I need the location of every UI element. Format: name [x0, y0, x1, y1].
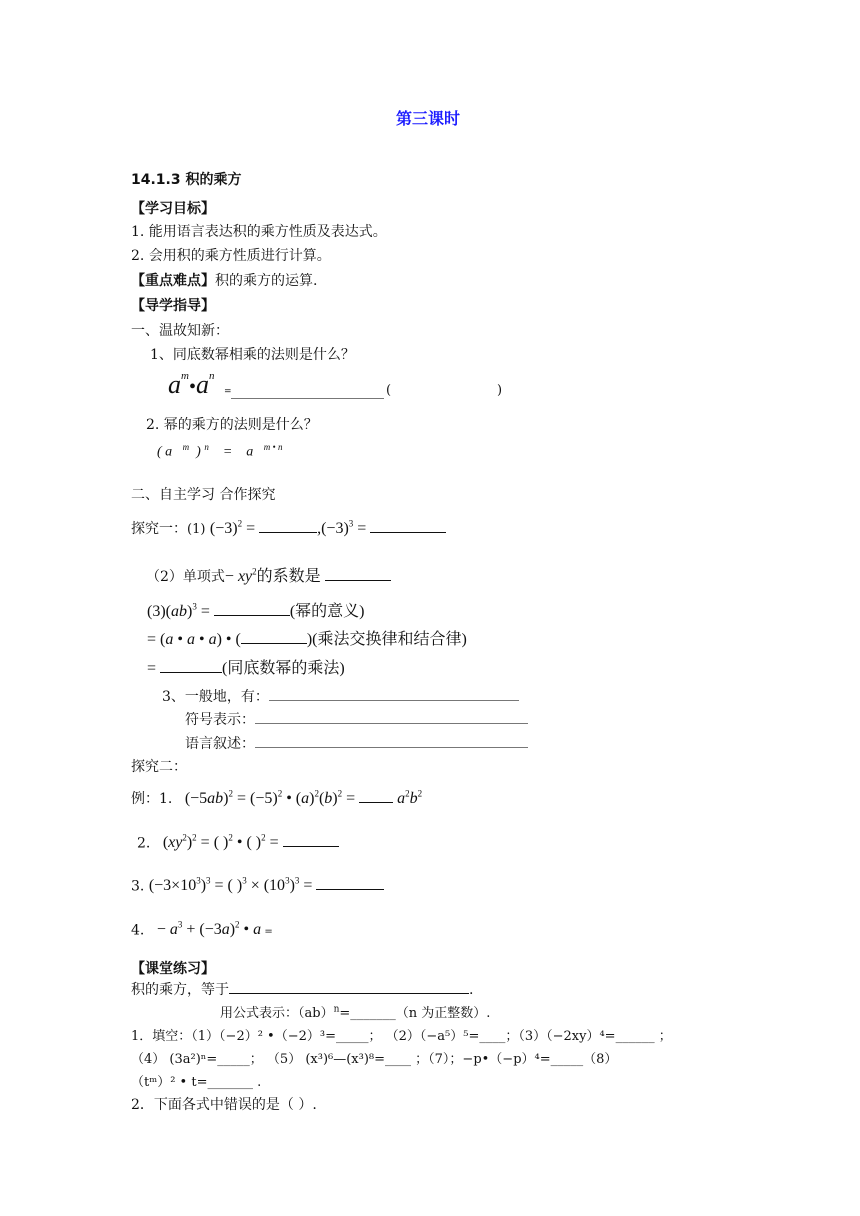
key-points	[131, 270, 317, 290]
derivation-line-3: = (同底数幂的乘法)	[147, 660, 345, 677]
monomial-label: （2）单项式	[146, 569, 225, 585]
example-3-label: 3.	[131, 878, 145, 895]
derivation-start: (3)(	[147, 603, 171, 620]
practice-formula: 用公式表示：（ab）$^n$=_______（n 为正整数）.	[220, 1004, 491, 1021]
fill-line-3: （tᵐ）² • t=_______ .	[131, 1075, 262, 1090]
example-2-label: 2.	[137, 835, 151, 852]
derivation-line-1: (3)(ab)$^3$ = (幂的意义)	[147, 601, 365, 620]
key-text: 积的乘方的运算.	[215, 273, 318, 289]
explore-1: 探究一：(1) $(-3)^2 = ,(-3)^3$ =	[131, 518, 446, 538]
part2-heading: 二、自主学习 合作探究	[131, 487, 276, 503]
general-label: 3、一般地，有：	[162, 689, 269, 705]
formula-equals: =	[224, 387, 232, 397]
explore-1-num: (1)	[187, 522, 206, 537]
practice-line-1-text: 积的乘方，等于	[131, 982, 229, 998]
answer-blank	[231, 398, 384, 399]
practice-line-1	[131, 979, 473, 999]
goal-item: 2. 会用积的乘方性质进行计算。	[131, 248, 331, 264]
example-4-label: 4.	[131, 922, 145, 939]
symbol-label: 符号表示：	[185, 712, 255, 728]
part1-heading: 一、温故知新：	[131, 323, 229, 339]
section-heading: 14.1.3 积的乘方	[131, 172, 242, 188]
explore-1-label: 探究一：	[131, 521, 187, 537]
formula-power-of-power: ( a $^m$ ) $^n$ = a $^{m • n}$	[157, 442, 283, 460]
goal-item: 1. 能用语言表达积的乘方性质及表达式。	[131, 224, 387, 240]
language-rule	[185, 733, 528, 753]
goals-heading: 【学习目标】	[131, 201, 215, 217]
practice-formula-mid: =_______（n 为正整数）.	[339, 1006, 491, 1021]
example-2: 2. $(xy^2)^2$ = ( )$^2$ • ( )$^2$ =	[137, 833, 339, 852]
guide-heading: 【导学指导】	[131, 298, 215, 314]
derivation-note-2: (乘法交换律和结合律)	[312, 631, 467, 648]
language-label: 语言叙述：	[185, 736, 255, 752]
practice-line-1-end: .	[469, 982, 474, 998]
fill-line-1-text: （1）（−2）² •（−2）³=_____； （2）（−a⁵）⁵=____；（3）（−2xy）⁴=______ ；	[191, 1029, 672, 1044]
fill-line-2: （4） (3a²)ⁿ=_____； （5） (x³)⁶—(x³)⁸=____ ；（7）；−p•（−p）⁴=_____（8）	[131, 1052, 618, 1067]
fill-label: 1．填空：	[131, 1029, 192, 1044]
monomial-question: （2）单项式− $xy^2$的系数是	[146, 563, 391, 586]
example-1-label: 例：1.	[131, 791, 173, 807]
explore-2-label: 探究二：	[131, 759, 187, 775]
example-3: 3. $(-3\times 10^3)^3$ = ( )$^3 \times (10^3)^3$ =	[131, 876, 384, 895]
practice-heading: 【课堂练习】	[131, 961, 215, 977]
derivation-note-1: (幂的意义)	[289, 603, 365, 620]
question-last: 2．下面各式中错误的是（ ）.	[131, 1097, 317, 1113]
formula-power-product: $a^m•a^n$	[168, 370, 215, 399]
paren-open: (	[386, 383, 392, 398]
page-title: 第三课时	[396, 109, 461, 128]
general-rule	[162, 686, 519, 706]
question-2: 2. 幂的乘方的法则是什么？	[146, 417, 318, 433]
symbol-rule	[185, 709, 528, 729]
monomial-tail: 的系数是	[256, 566, 321, 585]
derivation-note-3: (同底数幂的乘法)	[222, 660, 345, 677]
key-heading: 【重点难点】	[131, 273, 215, 289]
example-4: 4. − $a^3 + (-3a)^2$ • a =	[131, 920, 273, 939]
fill-line-1	[131, 1025, 672, 1044]
example-1: 例：1. $(-5ab)^2 = (-5)^2$ • $(a)^2(b)^2 = a^2b^2$	[131, 788, 423, 807]
practice-formula-prefix: 用公式表示：（ab）	[220, 1006, 334, 1021]
derivation-line-2: = (a • a • a) • ( )(乘法交换律和结合律)	[147, 631, 467, 648]
question-1: 1、同底数幂相乘的法则是什么？	[150, 347, 355, 363]
paren-close: )	[497, 383, 503, 398]
